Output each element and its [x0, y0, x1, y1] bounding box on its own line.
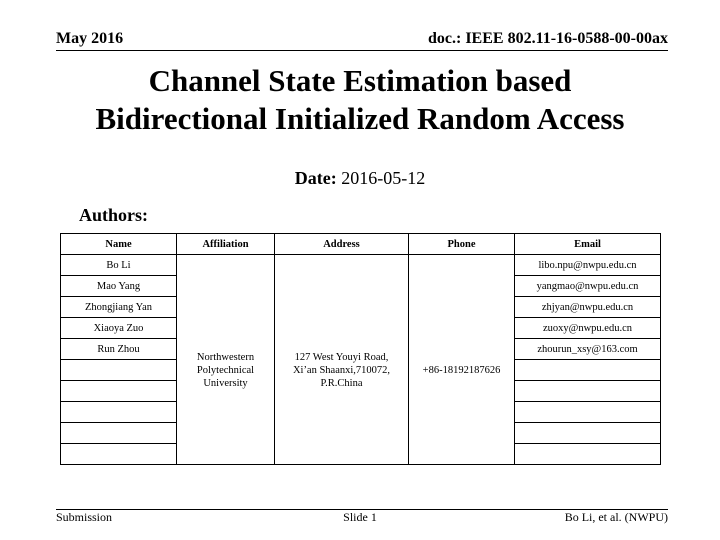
phone-cell: [409, 255, 515, 465]
author-email: zuoxy@nwpu.edu.cn: [515, 318, 661, 339]
address-line: P.R.China: [320, 378, 363, 389]
author-name: Mao Yang: [61, 276, 177, 297]
affiliation-line: University: [203, 378, 248, 389]
author-name: [61, 423, 177, 444]
address-line: 127 West Youyi Road,: [294, 352, 389, 363]
slide-title: [0, 62, 720, 138]
footer-slide-number: Slide 1: [343, 510, 377, 524]
affiliation-line: Northwestern: [196, 352, 255, 363]
title-line-2: Bidirectional Initialized Random Access: [95, 101, 625, 136]
author-email: libo.npu@nwpu.edu.cn: [515, 255, 661, 276]
author-name: Zhongjiang Yan: [61, 297, 177, 318]
author-email: yangmao@nwpu.edu.cn: [515, 276, 661, 297]
footer-submission: Submission: [56, 510, 113, 524]
phone-value: +86-18192187626: [422, 365, 501, 376]
header-date: May 2016: [56, 30, 124, 47]
author-email: [515, 444, 661, 465]
col-header-phone: Phone: [409, 234, 515, 255]
header-doc-id: doc.: IEEE 802.11-16-0588-00-00ax: [428, 30, 668, 47]
affiliation-line: Polytechnical: [196, 365, 255, 376]
address-cell: [275, 255, 409, 465]
title-line-1: Channel State Estimation based: [148, 63, 572, 98]
author-name: [61, 402, 177, 423]
author-name: [61, 360, 177, 381]
author-email: [515, 381, 661, 402]
footer-authors: Bo Li, et al. (NWPU): [564, 510, 668, 524]
author-name: Run Zhou: [61, 339, 177, 360]
col-header-email: Email: [515, 234, 661, 255]
col-header-name: Name: [61, 234, 177, 255]
col-header-address: Address: [275, 234, 409, 255]
author-name: [61, 381, 177, 402]
header-rule: [56, 50, 668, 51]
author-email: [515, 423, 661, 444]
author-email: [515, 402, 661, 423]
author-name: [61, 444, 177, 465]
author-name: Bo Li: [61, 255, 177, 276]
date-label: Date:: [294, 168, 337, 188]
authors-table: [60, 233, 661, 465]
author-email: zhjyan@nwpu.edu.cn: [515, 297, 661, 318]
date-value: 2016-05-12: [341, 168, 426, 188]
table-row: [61, 255, 661, 276]
authors-label: Authors:: [79, 205, 149, 225]
date-row: [0, 168, 720, 189]
author-email: zhourun_xsy@163.com: [515, 339, 661, 360]
affiliation-cell: [177, 255, 275, 465]
col-header-affiliation: Affiliation: [177, 234, 275, 255]
author-name: Xiaoya Zuo: [61, 318, 177, 339]
address-line: Xi’an Shaanxi,710072,: [292, 365, 391, 376]
author-email: [515, 360, 661, 381]
table-header-row: [61, 234, 661, 255]
